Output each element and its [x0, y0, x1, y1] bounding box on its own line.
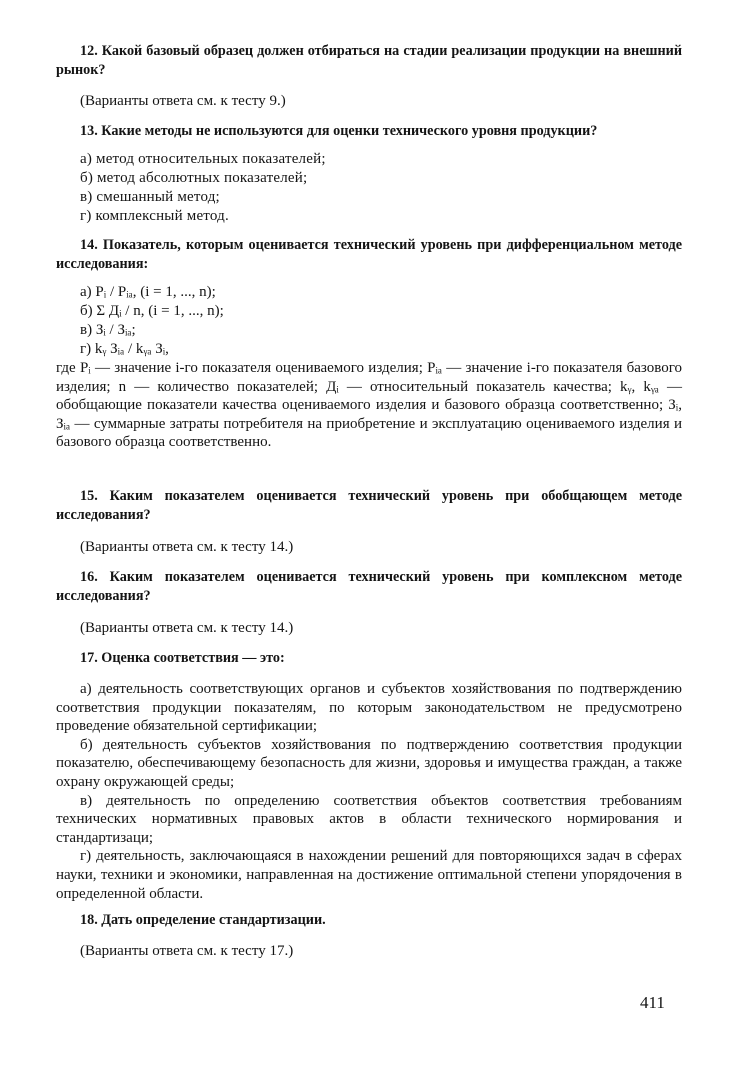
- question-title: 13. Какие методы не используются для оценки технического уровня продукции?: [80, 123, 598, 139]
- option-d: г) kᵧ Зᵢₐ / kᵧₐ Зᵢ,: [80, 341, 169, 357]
- question-title: 16. Каким показателем оценивается технический уровень при комплексном методе исследования?: [56, 569, 682, 604]
- option-a: а) метод относительных показателей;: [80, 151, 326, 167]
- option-a: а) деятельность соответствующих органов и субъектов хозяйствования по подтверждению соответствия продукции показателям, по которым законодательством не предусмотрено проведение обязательной сертификации;: [56, 681, 682, 735]
- option-c: в) деятельность по определению соответствия объектов соответствия требованиям технических нормативных правовых актов в области технического нормирования и стандартизаци;: [56, 792, 682, 846]
- option-a: а) Pᵢ / Pᵢₐ, (i = 1, ..., n);: [80, 284, 216, 300]
- options-list: [56, 283, 682, 359]
- question-title: 14. Показатель, которым оценивается технический уровень при дифференциальном методе исследования:: [56, 237, 682, 272]
- options-list: [56, 150, 682, 226]
- option-d: г) деятельность, заключающаяся в нахождении решений для повторяющихся задач в сферах науки, техники и экономики, направленная на достижение оптимальной степени упорядочения в определенной области.: [56, 848, 682, 902]
- question-17: [56, 649, 682, 903]
- option-b: б) метод абсолютных показателей;: [80, 170, 308, 186]
- question-title: 15. Каким показателем оценивается технический уровень при обобщающем методе исследования?: [56, 488, 682, 523]
- question-18: [56, 911, 682, 961]
- option-c: в) Зᵢ / Зᵢₐ;: [80, 322, 136, 338]
- question-title: 17. Оценка соответствия — это:: [80, 650, 285, 666]
- answer-note: (Варианты ответа см. к тесту 17.): [80, 943, 294, 959]
- question-16: [56, 568, 682, 638]
- question-14: [56, 236, 682, 452]
- question-title: 18. Дать определение стандартизации.: [80, 912, 326, 928]
- option-d: г) комплексный метод.: [80, 208, 229, 224]
- question-15: [56, 487, 682, 557]
- question-title: 12. Какой базовый образец должен отбираться на стадии реализации продукции на внешний рынок?: [56, 43, 682, 78]
- answer-note: (Варианты ответа см. к тесту 14.): [80, 620, 294, 636]
- answer-note: (Варианты ответа см. к тесту 14.): [80, 539, 294, 555]
- options-list: [56, 680, 682, 903]
- question-12: [56, 42, 682, 111]
- answer-note: (Варианты ответа см. к тесту 9.): [80, 93, 286, 109]
- option-c: в) смешанный метод;: [80, 189, 220, 205]
- question-13: [56, 122, 682, 226]
- option-b: б) деятельность субъектов хозяйствования по подтверждению соответствия продукции показателю, обеспечивающему безопасность для жизни, здоровья и имущества граждан, а также охрану окружающей среды;: [56, 736, 682, 790]
- page-number: 411: [640, 993, 665, 1012]
- option-b: б) Σ Дᵢ / n, (i = 1, ..., n);: [80, 303, 224, 319]
- legend-explanation: где Pᵢ — значение i-го показателя оцениваемого изделия; Pᵢₐ — значение i-го показателя базового изделия; n — количество показателей; Дᵢ — относительный показатель качества; kᵧ, kᵧₐ — обобщающие показатели качества оцениваемого изделия и базового образца соответственно; Зᵢ, Зᵢₐ — суммарные затраты потребителя на приобретение и эксплуатацию оцениваемого изделия и базового образца соответственно.: [56, 360, 682, 451]
